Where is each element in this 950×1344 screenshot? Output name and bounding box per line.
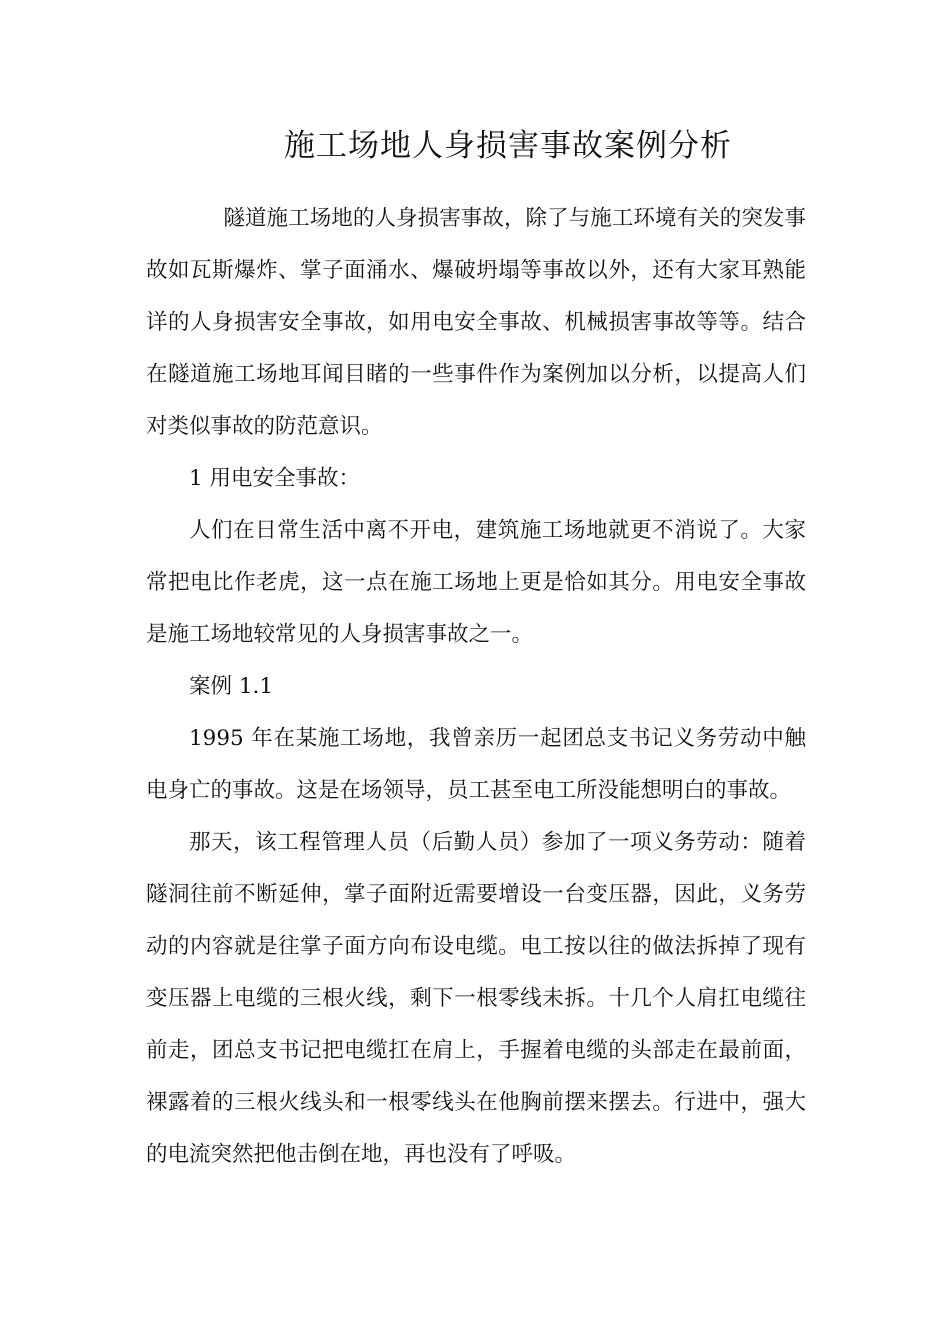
case-1-1-detail-paragraph: 那天，该工程管理人员（后勤人员）参加了一项义务劳动：随着隧洞往前不断延伸，掌子面附近需要增设一台变压器，因此，义务劳动的内容就是往掌子面方向布设电缆。电工按以往的做法拆掉了现有变压器上电缆的三根火线，剩下一根零线未拆。十几个人肩扛电缆往前走，团总支书记把电缆扛在肩上，手握着电缆的头部走在最前面，裸露着的三根火线头和一根零线头在他胸前摆来摆去。行进中，强大的电流突然把他击倒在地，再也没有了呼吸。 (146, 830, 806, 1167)
electrical-safety-paragraph: 人们在日常生活中离不开电，建筑施工场地就更不消说了。大家常把电比作老虎，这一点在施工场地上更是恰如其分。用电安全事故是施工场地较常见的人身损害事故之一。 (146, 518, 806, 647)
case-1-1-summary-paragraph: 1995 年在某施工场地，我曾亲历一起团总支书记义务劳动中触电身亡的事故。这是在场领导，员工甚至电工所没能想明白的事故。 (146, 726, 806, 803)
document-body (146, 193, 806, 1181)
case-label-1-1: 案例 1.1 (189, 674, 274, 699)
intro-paragraph: 隧道施工场地的人身损害事故，除了与施工环境有关的突发事故如瓦斯爆炸、掌子面涌水、爆破坍塌等事故以外，还有大家耳熟能详的人身损害安全事故，如用电安全事故、机械损害事故等等。结合在隧道施工场地耳闻目睹的一些事件作为案例加以分析，以提高人们对类似事故的防范意识。 (146, 206, 806, 439)
section-heading-electrical-safety: 1 用电安全事故： (189, 466, 361, 491)
document-title: 施工场地人身损害事故案例分析 (284, 128, 732, 164)
